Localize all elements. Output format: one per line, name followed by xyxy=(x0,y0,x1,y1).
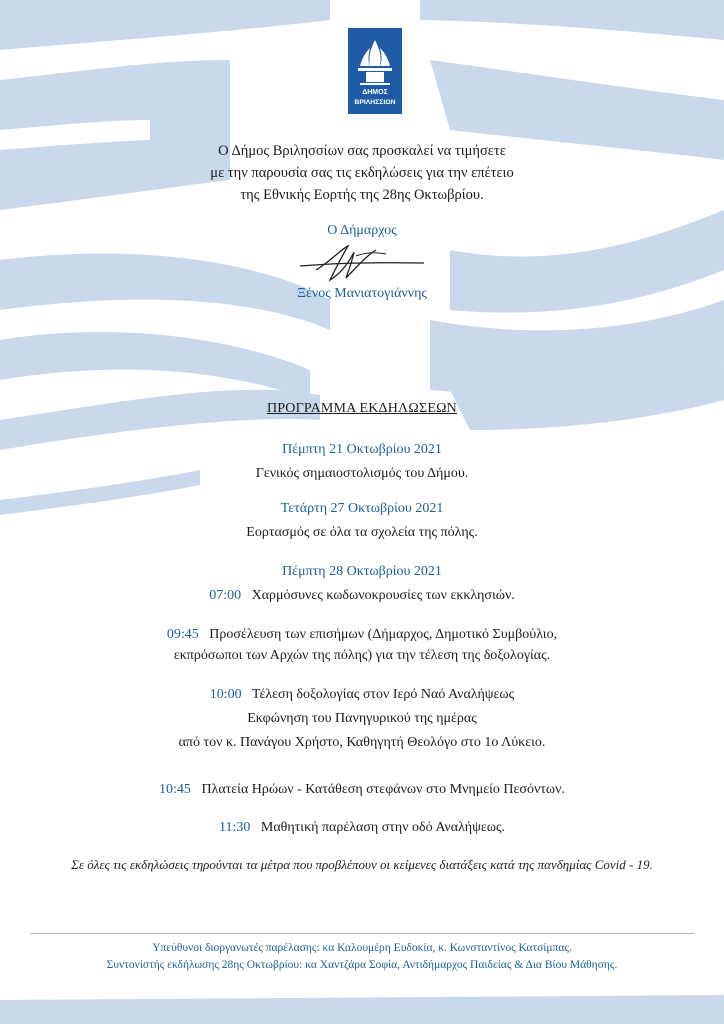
day-3-date: Πέμπτη 28 Οκτωβρίου 2021 xyxy=(282,564,442,579)
event-0945 xyxy=(0,624,724,645)
day-1-date: Πέμπτη 21 Οκτωβρίου 2021 xyxy=(282,442,442,457)
day-2-date: Τετάρτη 27 Οκτωβρίου 2021 xyxy=(280,501,444,516)
event-0700-text: Χαρμόσυνες κωδωνοκρουσίες των εκκλησιών. xyxy=(251,588,515,603)
mayor-name: Ξένος Μανιατογιάννης xyxy=(297,286,427,301)
event-0945-text-2: εκπρόσωποι των Αρχών της πόλης) για την τέλεση της δοξολογίας. xyxy=(173,648,551,663)
event-1045 xyxy=(0,779,724,800)
logo-line-2: ΒΡΙΛΗΣΣΙΩΝ xyxy=(354,99,396,106)
event-1000-time: 10:00 xyxy=(209,687,242,702)
event-1000-text-1: Τέλεση δοξολογίας στον Ιερό Ναό Αναλήψεως xyxy=(251,687,515,702)
event-1130-time: 11:30 xyxy=(219,820,251,835)
footer-line-2: Συντονίστής εκδήλωσης 28ης Οκτωβρίου: κα Χαντζάρα Σοφία, Αντιδήμαρχος Παιδείας & Δια Βίου Μάθησης. xyxy=(106,959,618,971)
intro-line-2: με την παρουσία σας τις εκδηλώσεις για την επέτειο xyxy=(210,165,514,181)
event-1130 xyxy=(0,817,724,838)
footer-divider xyxy=(30,933,694,934)
intro-line-3: της Εθνικής Εορτής της 28ης Οκτωβρίου. xyxy=(240,187,484,203)
day-2-text: Εορτασμός σε όλα τα σχολεία της πόλης. xyxy=(246,525,478,540)
event-1130-text: Μαθητική παρέλαση στην οδό Αναλήψεως. xyxy=(260,820,505,835)
event-0700-time: 07:00 xyxy=(209,588,242,603)
logo-line-1: ΔΗΜΟΣ xyxy=(362,89,388,96)
day-1-text: Γενικός σημαιοστολισμός του Δήμου. xyxy=(255,466,469,481)
footer-line-1: Υπεύθυνοι διοργανωτές παρέλασης: κα Καλουμέρη Ευδοκία, κ. Κωνσταντίνος Κατσίμπας. xyxy=(152,942,572,954)
event-1045-text: Πλατεία Ηρώων - Κατάθεση στεφάνων στο Μνημείο Πεσόντων. xyxy=(201,782,565,797)
event-1000 xyxy=(0,684,724,705)
event-0700 xyxy=(0,585,724,606)
event-0945-text-1: Προσέλευση των επισήμων (Δήμαρχος, Δημοτικό Συμβούλιο, xyxy=(209,627,558,642)
event-1000-text-2: Εκφώνηση του Πανηγυρικού της ημέρας xyxy=(247,711,477,726)
event-1000-text-3: από τον κ. Πανάγου Χρήστο, Καθηγητή Θεολόγο στο 1ο Λύκειο. xyxy=(178,735,546,750)
event-0945-time: 09:45 xyxy=(166,627,199,642)
mayor-title: Ο Δήμαρχος xyxy=(327,223,397,238)
program-title: ΠΡΟΓΡΑΜΜΑ ΕΚΔΗΛΩΣΕΩΝ xyxy=(266,401,457,416)
municipality-logo xyxy=(346,28,404,114)
mayor-signature xyxy=(296,238,426,288)
event-1045-time: 10:45 xyxy=(159,782,191,797)
intro-line-1: Ο Δήμος Βριλησσίων σας προσκαλεί να τιμήσετε xyxy=(218,143,506,159)
covid-note: Σε όλες τις εκδηλώσεις τηρούνται τα μέτρα που προβλέπουν οι κείμενες διατάξεις κατά της πανδημίας Covid - 19. xyxy=(71,857,653,872)
